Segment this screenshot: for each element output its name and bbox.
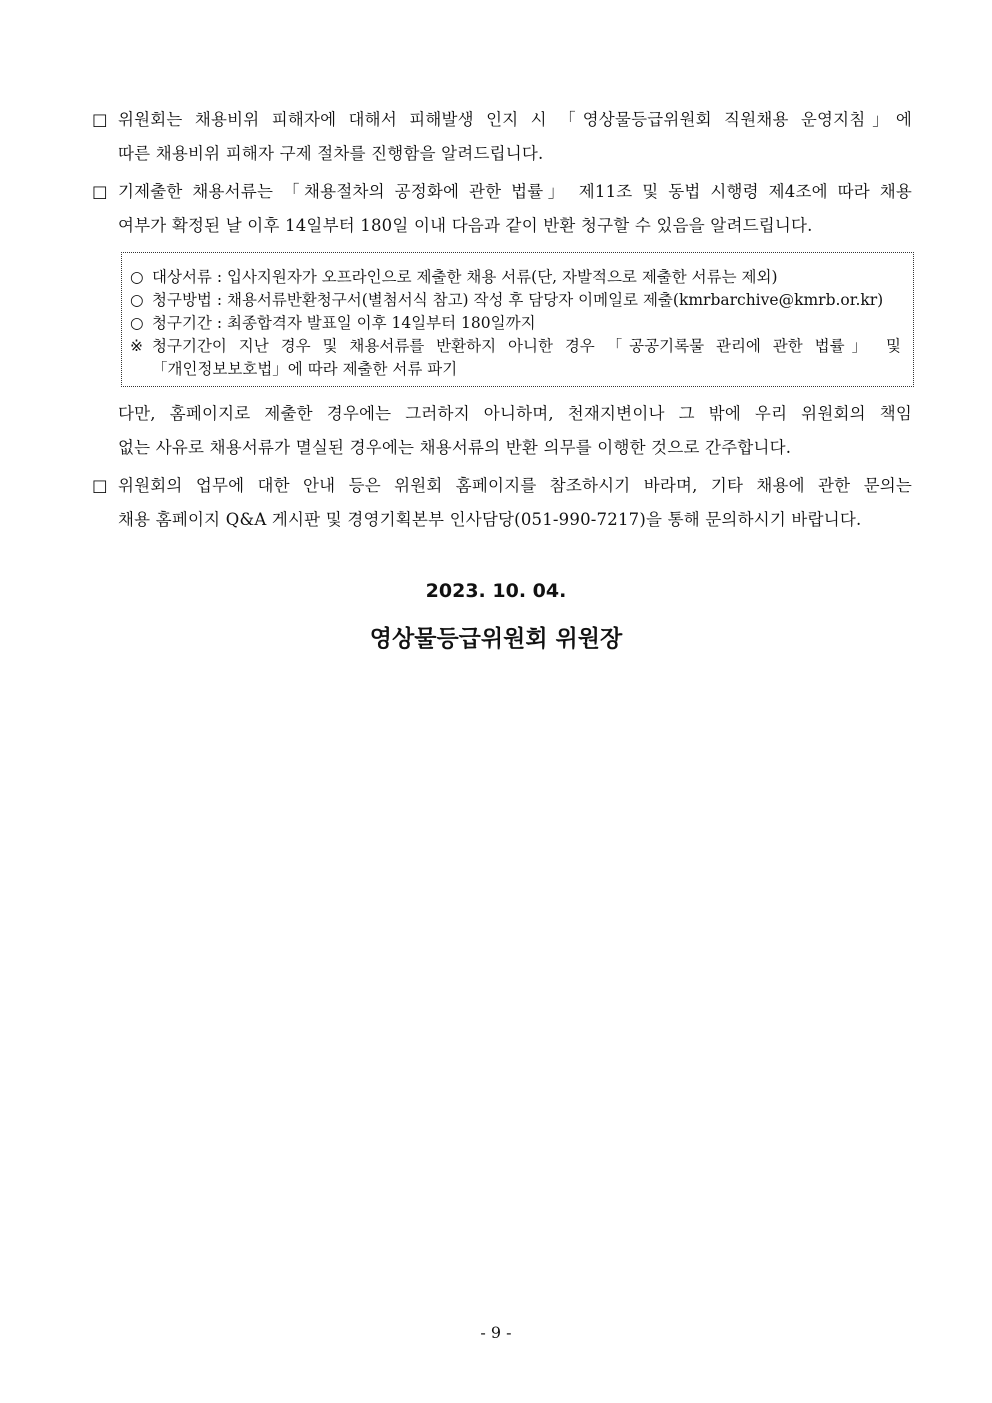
document-date: 2023. 10. 04. (425, 580, 567, 602)
paragraph-line: 다만, 홈페이지로 제출한 경우에는 그러하지 아니하며, 천재지변이나 그 밖에 우리 위원회의 책임 (118, 404, 912, 423)
page-number: - 9 - (480, 1323, 512, 1342)
detail-text: 대상서류 : 입사지원자가 오프라인으로 제출한 채용 서류(단, 자발적으로 제출한 서류는 제외) (152, 268, 778, 286)
detail-row-request-period (130, 312, 905, 335)
circle-bullet-icon: ○ (130, 314, 144, 332)
paragraph-document-return (92, 175, 912, 243)
checkbox-bullet-icon: □ (92, 476, 108, 495)
detail-row-request-method (130, 289, 905, 312)
circle-bullet-icon: ○ (130, 291, 144, 309)
paragraph-line: 따른 채용비위 피해자 구제 절차를 진행함을 알려드립니다. (118, 144, 544, 163)
paragraph-line: 위원회의 업무에 대한 안내 등은 위원회 홈페이지를 참조하시기 바라며, 기타 채용에 관한 문의는 (118, 476, 912, 495)
paragraph-line: 기제출한 채용서류는 「채용절차의 공정화에 관한 법률」 제11조 및 동법 시행령 제4조에 따라 채용 (118, 182, 912, 201)
detail-note-continued: 「개인정보보호법」에 따라 제출한 서류 파기 (152, 360, 458, 378)
paragraph-line: 위원회는 채용비위 피해자에 대해서 피해발생 인지 시 「영상물등급위원회 직원채용 운영지침」에 (118, 110, 912, 129)
detail-row-target-documents (130, 266, 905, 289)
paragraph-exception (118, 397, 912, 465)
detail-text: 청구기간 : 최종합격자 발표일 이후 14일부터 180일까지 (152, 314, 536, 332)
detail-note (130, 335, 905, 358)
return-details-box (121, 252, 914, 387)
issuer-signature: 영상물등급위원회 위원장 (369, 626, 623, 652)
detail-text: 청구방법 : 채용서류반환청구서(별첨서식 참고) 작성 후 담당자 이메일로 제출(kmrbarchive@kmrb.or.kr) (152, 291, 884, 309)
checkbox-bullet-icon: □ (92, 110, 108, 129)
paragraph-victim-relief (92, 103, 912, 171)
note-text: 청구기간이 지난 경우 및 채용서류를 반환하지 아니한 경우 「공공기록물 관리에 관한 법률」 및 (152, 337, 901, 355)
paragraph-line: 없는 사유로 채용서류가 멸실된 경우에는 채용서류의 반환 의무를 이행한 것으로 간주합니다. (118, 438, 792, 457)
paragraph-line: 여부가 확정된 날 이후 14일부터 180일 이내 다음과 같이 반환 청구할 수 있음을 알려드립니다. (118, 216, 813, 235)
paragraph-line: 채용 홈페이지 Q&A 게시판 및 경영기획본부 인사담당(051-990-7217)을 통해 문의하시기 바랍니다. (118, 510, 862, 529)
checkbox-bullet-icon: □ (92, 182, 108, 201)
paragraph-inquiries (92, 469, 912, 537)
reference-mark-icon: ※ (130, 337, 143, 355)
circle-bullet-icon: ○ (130, 268, 144, 286)
